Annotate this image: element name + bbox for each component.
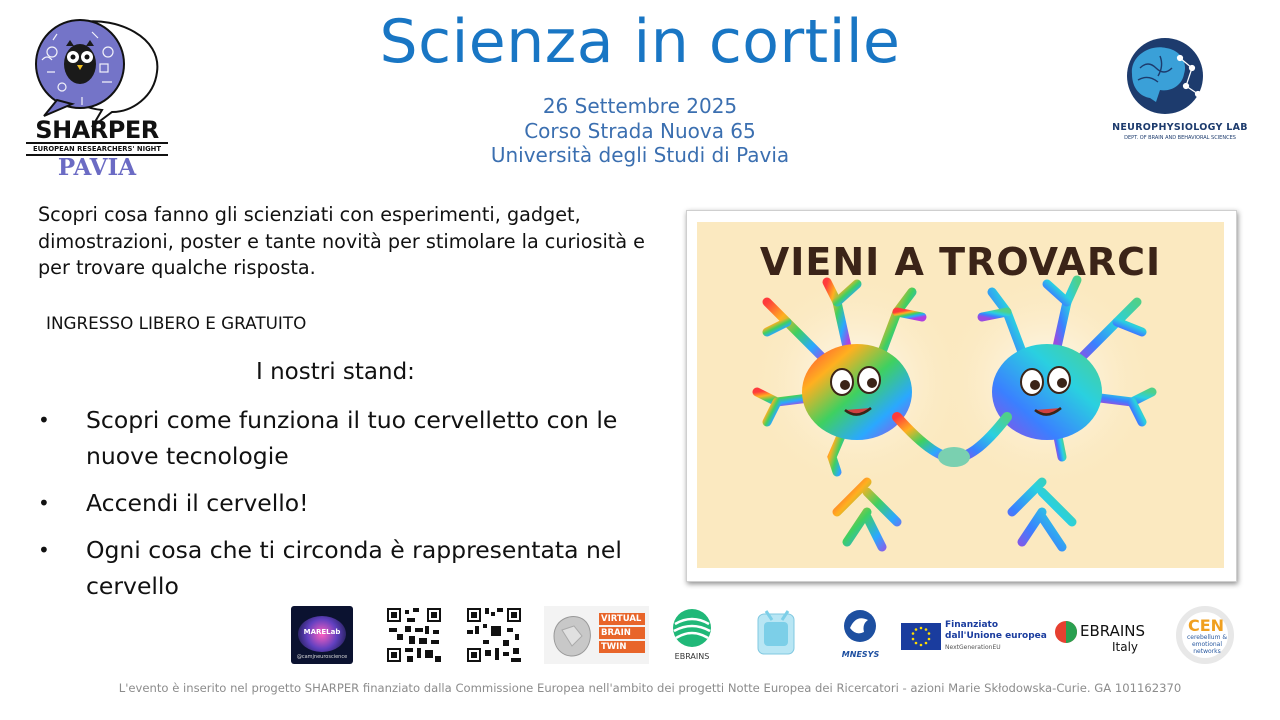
list-item: • Ogni cosa che ti circonda è rappresentata nel cervello [38, 532, 658, 604]
list-item: • Accendi il cervello! [38, 485, 658, 521]
cen-logo [1176, 606, 1234, 664]
qr-code-icon [465, 606, 523, 664]
event-venue: Università degli Studi di Pavia [490, 143, 790, 167]
list-item: • Scopri come funziona il tuo cervelletto con le nuove tecnologie [38, 402, 658, 474]
intro-text: Scopri cosa fanno gli scienziati con esperimenti, gadget, dimostrazioni, poster e tante novità per stimolare la curiosità e per trovare qualche risposta. [38, 203, 645, 279]
sharper-subtitle: EUROPEAN RESEARCHERS' NIGHT [26, 142, 168, 156]
stands-heading: I nostri stand: [256, 359, 415, 385]
bullet: • [38, 491, 50, 515]
bullet: • [38, 408, 50, 432]
vbt-line: TWIN [599, 641, 645, 653]
poster-headline: VIENI A TROVARCI [759, 240, 1162, 284]
poster-image [686, 210, 1237, 582]
ebrains-italy-sub: Italy [1112, 640, 1139, 654]
ebrains-italy-text: EBRAINS [1080, 622, 1146, 640]
cen-sub: cerebellum & emotional networks [1186, 634, 1228, 655]
eu-text: dall'Unione europea [945, 631, 1047, 641]
neurophysiology-lab-dept: DEPT. OF BRAIN AND BEHAVIORAL SCIENCES [1124, 135, 1236, 141]
vbt-line: BRAIN [599, 627, 645, 639]
eu-text: Finanziato [945, 620, 999, 630]
device-logo [752, 606, 802, 664]
sharper-name: SHARPER [35, 116, 159, 144]
free-entry-text: INGRESSO LIBERO E GRATUITO [46, 313, 307, 333]
virtual-brain-twin-logo [544, 606, 649, 664]
marelab-logo [291, 606, 353, 664]
stands-list [38, 402, 658, 615]
eu-funding-logo [899, 606, 1047, 664]
event-info [0, 94, 1280, 168]
footer-text: L'evento è inserito nel progetto SHARPER finanziato dalla Commissione Europea nell'ambito dei progetti Notte Europea dei Ricercatori - azioni Marie Skłodowska-Curie. GA 101162370 [118, 681, 1182, 695]
event-address: Corso Strada Nuova 65 [524, 118, 756, 143]
poster-background [697, 222, 1224, 568]
neurophysiology-lab-name: NEUROPHYSIOLOGY LAB [1112, 122, 1248, 133]
event-date: 26 Settembre 2025 [542, 94, 738, 118]
bullet: • [38, 538, 50, 562]
marelab-text: MARELab [303, 628, 341, 636]
mnesys-text: MNESYS [841, 650, 880, 659]
marelab-handle: @camjneuroscience [296, 654, 348, 660]
sharper-city: PAVIA [57, 154, 137, 181]
eu-flag-icon [901, 623, 941, 650]
qr-code-icon [385, 606, 443, 664]
page-title: Scienza in cortile [379, 7, 901, 77]
vbt-line: VIRTUAL [599, 613, 645, 625]
ebrains-text: EBRAINS [674, 652, 710, 661]
ebrains-logo [667, 606, 717, 664]
cen-text: CEN [1188, 616, 1225, 635]
eu-text: NextGenerationEU [945, 644, 1001, 651]
ebrains-italy-logo [1052, 606, 1156, 664]
mnesys-logo [838, 606, 883, 664]
